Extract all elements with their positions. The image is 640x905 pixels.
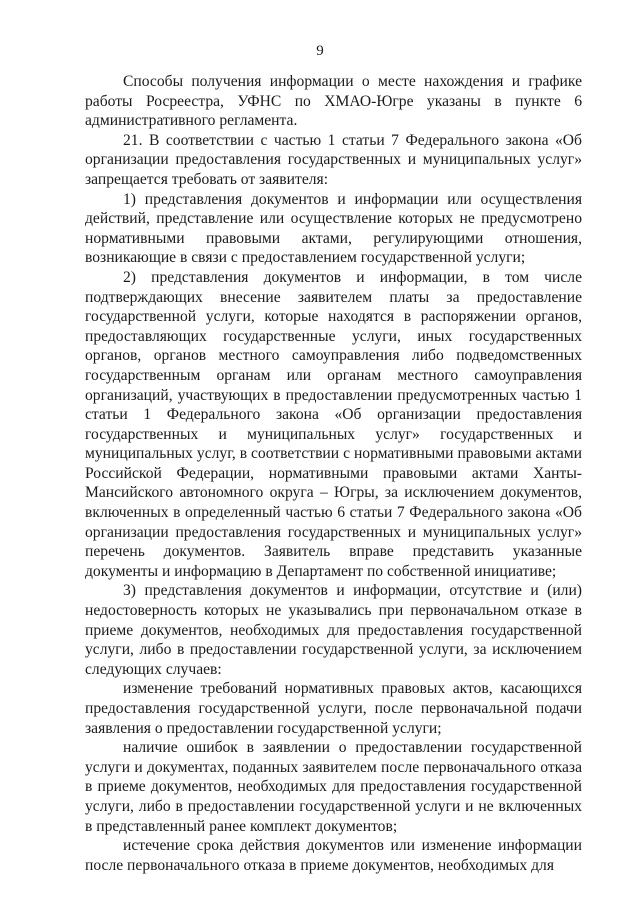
paragraph-21-intro: 21. В соответствии с частью 1 статьи 7 Федерального закона «Об организации предоставления государственных и муниципальных услуг» запрещается требовать от заявителя: [85,131,582,188]
page-number: 9 [316,43,324,59]
document-body [85,72,582,875]
paragraph-item-3: 3) представления документов и информации, отсутствие и (или) недостоверность которых не указывались при первоначальном отказе в приеме документов, необходимых для предоставления государственной услуги, либо в предоставлении государственной услуги, за исключением следующих случаев: [85,582,582,678]
paragraph-item-1: 1) представления документов и информации или осуществления действий, представление или осуществление которых не предусмотрено нормативными правовыми актами, регулирующими отношения, возникающие в связи с предоставлением государственной услуги; [85,190,582,267]
paragraph-case-expiry: истечение срока действия документов или изменение информации после первоначального отказа в приеме документов, необходимых для [85,837,582,874]
paragraph-case-errors: наличие ошибок в заявлении о предоставлении государственной услуги и документах, поданных заявителем после первоначального отказа в приеме документов, необходимых для предоставления государственной услуги, либо в предоставлении государственной услуги и не включенных в представленный ранее комплект документов; [85,739,582,835]
paragraph-info-sources: Способы получения информации о месте нахождения и графике работы Росреестра, УФНС по ХМАО-Югре указаны в пункте 6 административного регламента. [85,73,582,130]
paragraph-case-requirements-change: изменение требований нормативных правовых актов, касающихся предоставления государственной услуги, после первоначальной подачи заявления о предоставлении государственной услуги; [85,680,582,737]
paragraph-item-2: 2) представления документов и информации, в том числе подтверждающих внесение заявителем платы за предоставление государственной услуги, которые находятся в распоряжении органов, предоставляющих государственные услуги, иных государственных органов, органов местного самоуправления либо подведомственных государственным органам или органам местного самоуправления организаций, участвующих в предоставлении предусмотренных частью 1 статьи 1 Федерального закона «Об организации предоставления государственных и муниципальных услуг» государственных и муниципальных услуг, в соответствии с нормативными правовыми актами Российской Федерации, нормативными правовыми актами Ханты-Мансийского автономного округа – Югры, за исключением документов, включенных в определенный частью 6 статьи 7 Федерального закона «Об организации предоставления государственных и муниципальных услуг» перечень документов. Заявитель вправе представить указанные документы и информацию в Департамент по собственной инициативе; [85,268,582,580]
